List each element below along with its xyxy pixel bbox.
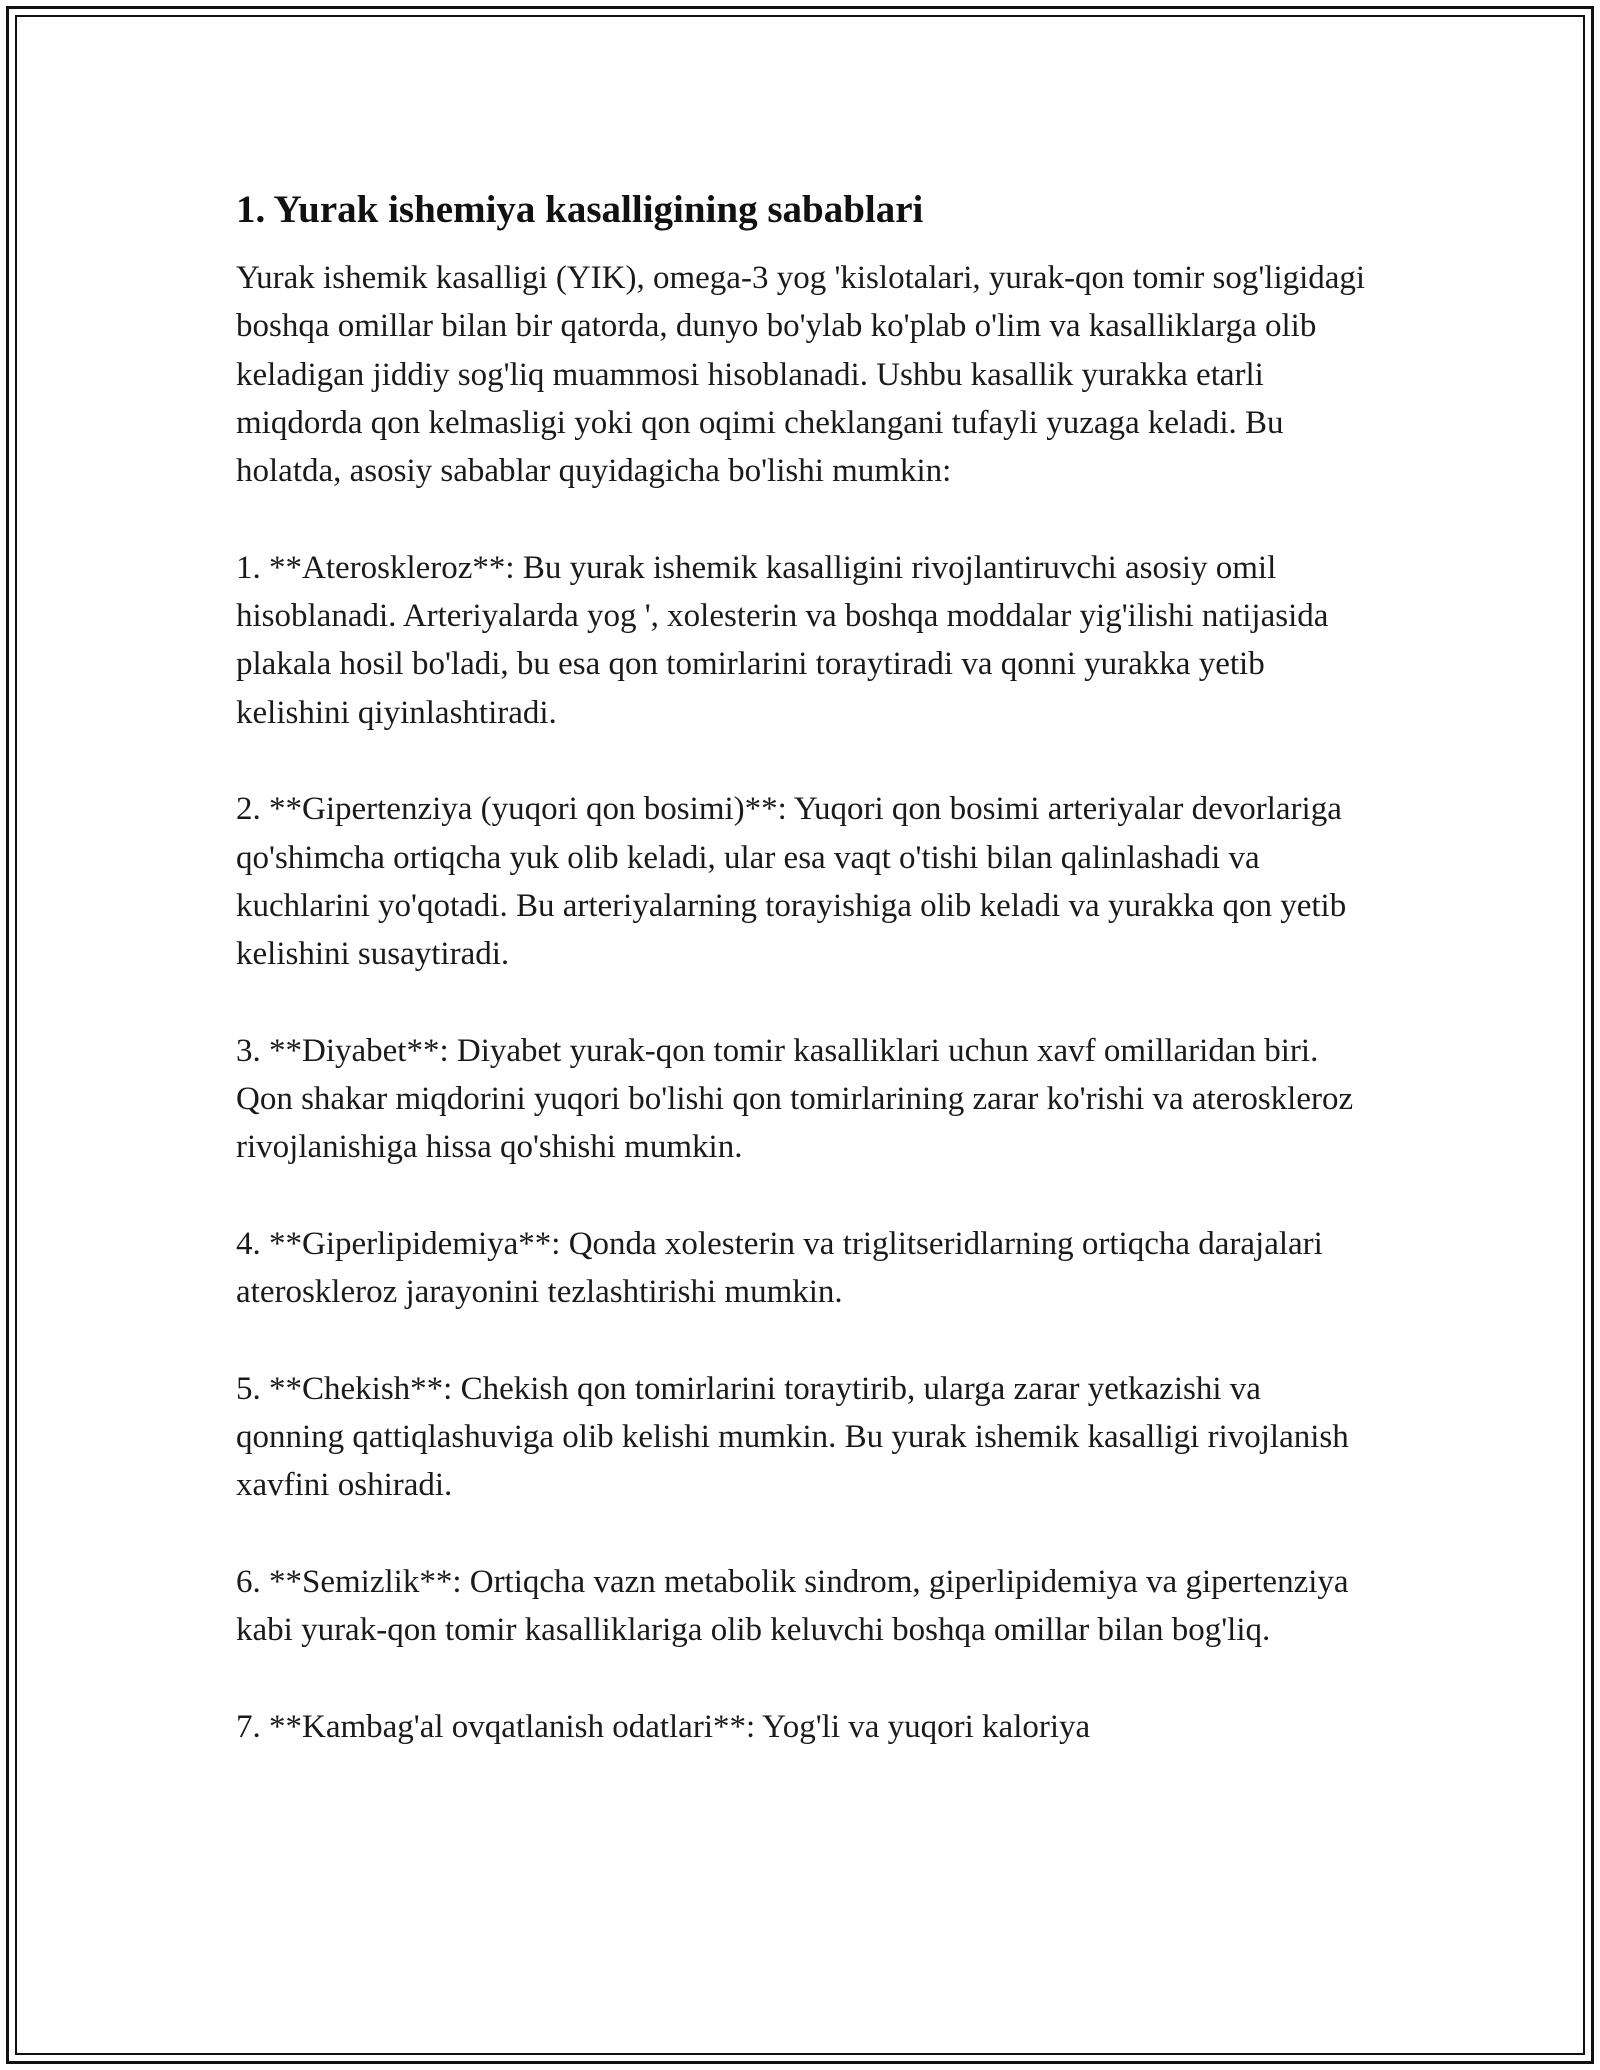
cause-item-atherosclerosis: 1. **Ateroskleroz**: Bu yurak ishemik kasalligini rivojlantiruvchi asosiy omil hisoblanadi. Arteriyalarda yog ', xolesterin va boshqa moddalar yig'ilishi natijasida plakala hosil bo'ladi, bu esa qon tomirlarini toraytiradi va qonni yurakka yetib kelishini qiyinlashtiradi.: [236, 549, 1329, 731]
cause-item-diabetes: 3. **Diyabet**: Diyabet yurak-qon tomir kasalliklari uchun xavf omillaridan biri. Qon shakar miqdorini yuqori bo'lishi qon tomirlarining zarar ko'rishi va ateroskleroz rivojlanishiga hissa qo'shishi mumkin.: [236, 1032, 1354, 1166]
document-body: [236, 186, 1376, 1800]
cause-item-hyperlipidemia: 4. **Giperlipidemiya**: Qonda xolesterin va triglitseridlarning ortiqcha darajalari ateroskleroz jarayonini tezlashtirishi mumkin.: [236, 1225, 1323, 1311]
cause-item-hypertension: 2. **Gipertenziya (yuqori qon bosimi)**: Yuqori qon bosimi arteriyalar devorlariga qo'shimcha ortiqcha yuk olib keladi, ular esa vaqt o'tishi bilan qalinlashadi va kuchlarini yo'qotadi. Bu arteriyalarning torayishiga olib keladi va yurakka qon yetib kelishini susaytiradi.: [236, 791, 1347, 973]
cause-item-poor-diet: 7. **Kambag'al ovqatlanish odatlari**: Yog'li va yuqori kaloriya: [236, 1708, 1091, 1745]
cause-item-obesity: 6. **Semizlik**: Ortiqcha vazn metabolik sindrom, giperlipidemiya va gipertenziya kabi yurak-qon tomir kasalliklariga olib keluvchi boshqa omillar bilan bog'liq.: [236, 1564, 1349, 1649]
intro-paragraph: Yurak ishemik kasalligi (YIK), omega-3 yog 'kislotalari, yurak-qon tomir sog'ligidagi boshqa omillar bilan bir qatorda, dunyo bo'ylab ko'plab o'lim va kasalliklarga olib keladigan jiddiy sog'liq muammosi hisoblanadi. Ushbu kasallik yurakka etarli miqdorda qon kelmasligi yoki qon oqimi cheklangani tufayli yuzaga keladi. Bu holatda, asosiy sabablar quyidagicha bo'lishi mumkin:: [236, 260, 1366, 490]
document-title: 1. Yurak ishemiya kasalligining sabablari: [236, 188, 924, 231]
cause-item-smoking: 5. **Chekish**: Chekish qon tomirlarini toraytirib, ularga zarar yetkazishi va qonning qattiqlashuviga olib kelishi mumkin. Bu yurak ishemik kasalligi rivojlanish xavfini oshiradi.: [236, 1370, 1349, 1504]
